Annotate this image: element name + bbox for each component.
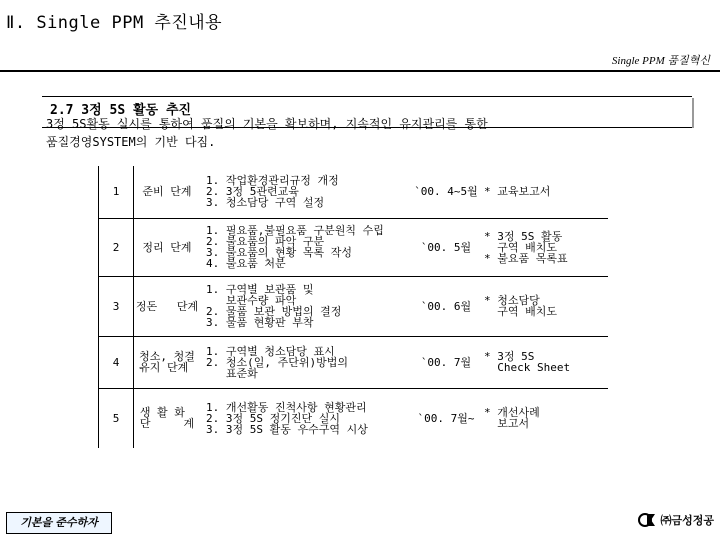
- step-activities-cell: [200, 218, 408, 276]
- step-name-cell: [134, 218, 201, 276]
- step-output: * 3정 5S Check Sheet: [484, 350, 571, 374]
- section-title: 2.7 3정 5S 활동 추진: [50, 103, 192, 118]
- step-activities: 1. 구역별 청소담당 표시 2. 청소(일, 주단위)방법의 표준화: [206, 344, 348, 380]
- step-output-cell: [484, 276, 608, 336]
- step-row: [99, 218, 609, 276]
- step-row: [99, 388, 609, 448]
- step-name-cell: [134, 166, 201, 218]
- header-divider: [0, 70, 720, 72]
- step-number-cell: [99, 276, 134, 336]
- step-output: * 개선사례 보고서: [484, 406, 540, 431]
- step-period-cell: [408, 218, 484, 276]
- steps-table: [98, 166, 608, 448]
- step-period-cell: [408, 276, 484, 336]
- step-number: 4: [112, 355, 120, 369]
- step-number: 5: [112, 411, 120, 425]
- step-name: 생 활 화 단 계: [139, 406, 195, 431]
- step-row: [99, 166, 609, 218]
- step-activities-cell: [200, 388, 408, 448]
- step-period-cell: [408, 388, 484, 448]
- page-title: Ⅱ. Single PPM 추진내용: [6, 13, 223, 33]
- header-tagline: Single PPM 품질혁신: [611, 55, 710, 67]
- company-name: ㈜금성정공: [660, 515, 714, 527]
- step-activities: 1. 작업환경관리규정 개정 2. 3정 5관련교육 3. 청소담당 구역 설정: [206, 174, 339, 210]
- step-name: 준비 단계: [142, 185, 192, 199]
- step-name: 정리 단계: [142, 240, 192, 254]
- step-period: `00. 7월: [420, 355, 472, 369]
- step-activities-cell: [200, 276, 408, 336]
- step-output: * 청소담당 구역 배치도: [484, 294, 557, 318]
- step-output: * 3정 5S 활동 구역 배치도 * 불요품 목록표: [484, 229, 568, 265]
- step-activities-cell: [200, 336, 408, 388]
- step-output: * 교육보고서: [484, 185, 551, 199]
- intro-line-2: 품질경영SYSTEM의 기반 다짐.: [46, 135, 216, 149]
- step-period: `00. 6월: [420, 299, 472, 313]
- step-output-cell: [484, 218, 608, 276]
- step-number: 2: [112, 240, 120, 254]
- intro-text: [46, 115, 488, 151]
- step-period: `00. 7월~: [417, 411, 475, 425]
- step-name: 정돈 단계: [135, 299, 199, 313]
- step-number-cell: [99, 218, 134, 276]
- slogan-badge: [6, 512, 112, 534]
- step-period: `00. 5월: [420, 240, 472, 254]
- company-logo: [638, 512, 714, 528]
- step-name-cell: [134, 336, 201, 388]
- step-row: [99, 336, 609, 388]
- step-row: [99, 276, 609, 336]
- step-output-cell: [484, 388, 608, 448]
- step-number: 3: [112, 299, 120, 313]
- step-period-cell: [408, 336, 484, 388]
- step-name-cell: [134, 276, 201, 336]
- step-activities: 1. 구역별 보관품 및 보관수량 파악 2. 물품 보관 방법의 결정 3. 물품 현황판 부착: [206, 283, 342, 329]
- step-period: `00. 4~5월: [414, 185, 478, 199]
- step-output-cell: [484, 336, 608, 388]
- step-number: 1: [112, 185, 120, 199]
- step-output-cell: [484, 166, 608, 218]
- step-number-cell: [99, 336, 134, 388]
- slogan-text: 기본을 준수하자: [20, 517, 98, 529]
- step-activities: 1. 필요품,불필요품 구분원칙 수립 2. 불요품의 파악 구분 3. 불요품의 현황 목록 작성 4. 불요품 처분: [206, 224, 384, 270]
- step-name: 청소, 청결 유지 단계: [139, 350, 195, 374]
- step-number-cell: [99, 166, 134, 218]
- company-logo-icon: [638, 512, 658, 528]
- step-name-cell: [134, 388, 201, 448]
- step-activities-cell: [200, 166, 408, 218]
- step-activities: 1. 개선활동 진척사항 현황관리 2. 3정 5S 정기진단 실시 3. 3정 5S 활동 우수구역 시상: [206, 400, 368, 436]
- step-period-cell: [408, 166, 484, 218]
- intro-line-1: 3정 5S활동 실시를 통하여 품질의 기본을 확보하며, 지속적인 유지관리를 통한: [46, 117, 488, 131]
- step-number-cell: [99, 388, 134, 448]
